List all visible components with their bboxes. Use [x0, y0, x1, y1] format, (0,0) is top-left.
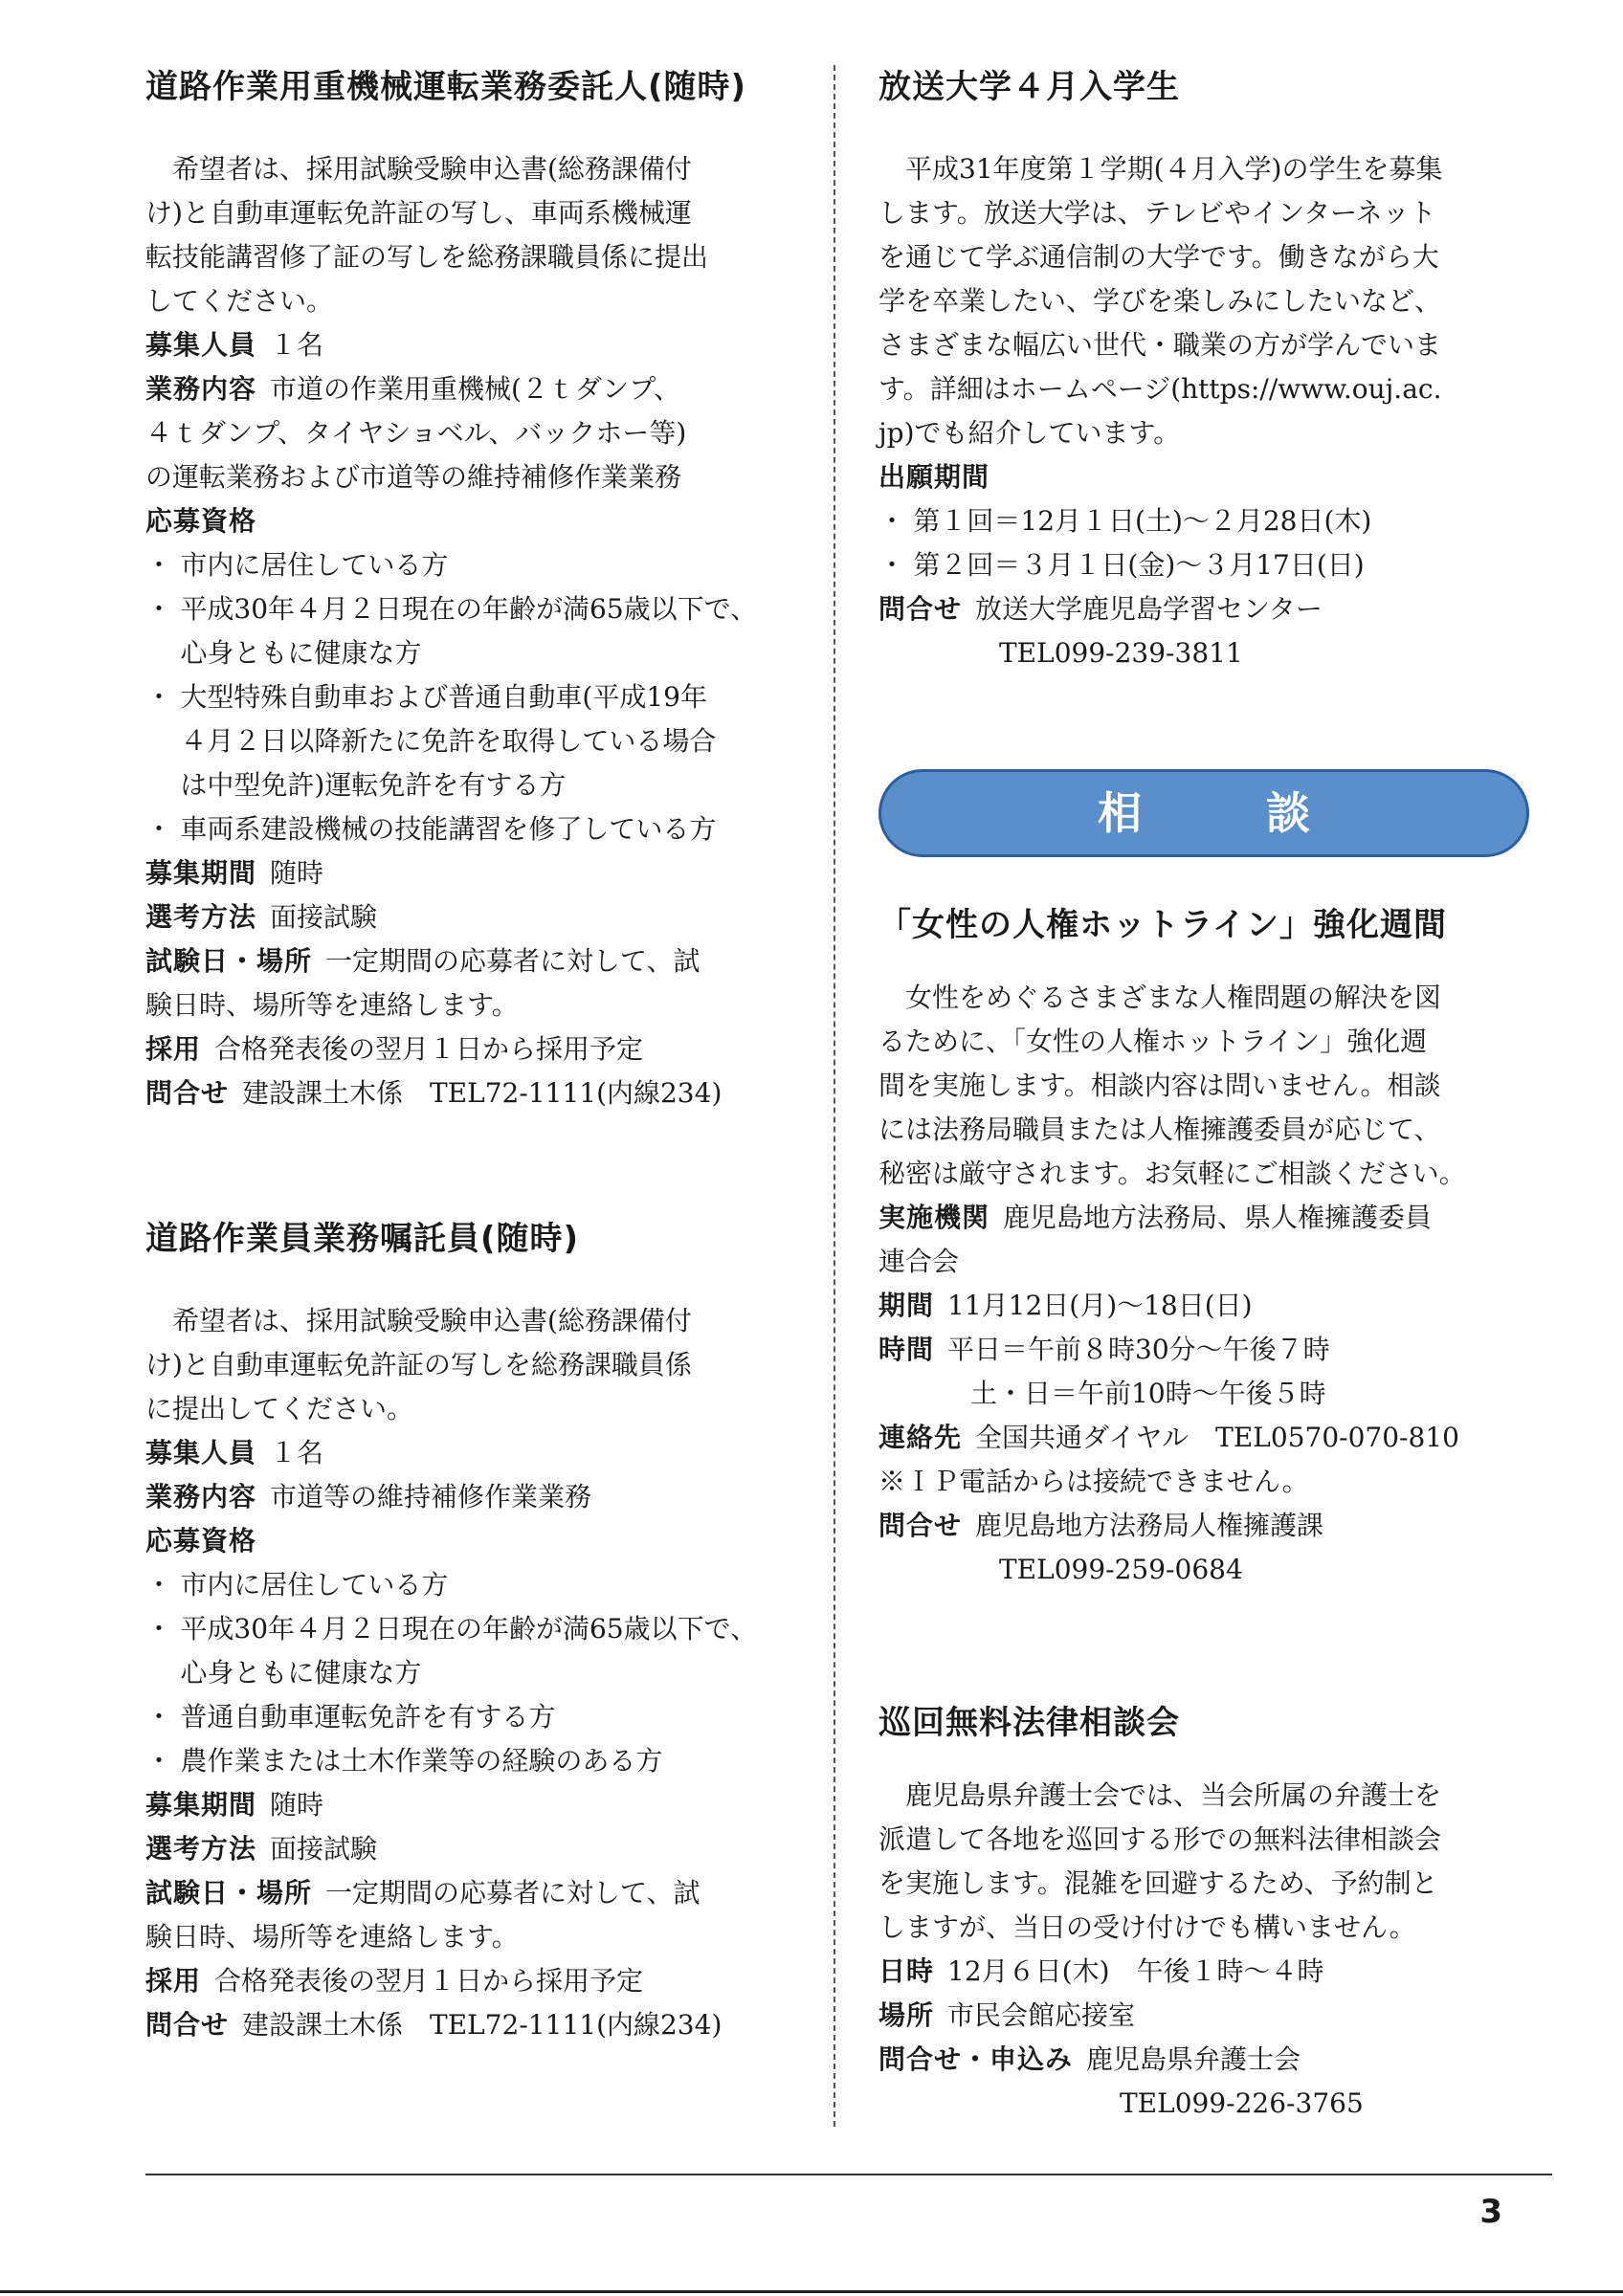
place-value: 市民会館応接室: [947, 1999, 1136, 2031]
list-item: ・ 第２回＝３月１日(金)～３月17日(日): [878, 543, 1539, 587]
contact-value: 建設課土木係 TEL72-1111(内線234): [242, 1077, 723, 1109]
reach-label: 連絡先: [878, 1422, 963, 1453]
section-title: 道路作業員業務嘱託員(随時): [145, 1220, 580, 1258]
contact-value: 建設課土木係 TEL72-1111(内線234): [242, 2009, 723, 2041]
work-label: 業務内容: [145, 1481, 257, 1512]
exam-value: 一定期間の応募者に対して、試 験日時、場所等を連絡します。: [145, 945, 700, 1021]
exam-label: 試験日・場所: [145, 1877, 313, 1909]
qualification-row: [145, 1519, 815, 1563]
method-label: 選考方法: [145, 1833, 257, 1865]
organizer-value: 鹿児島地方法務局、県人権擁護委員 連合会: [878, 1202, 1433, 1277]
time-row: [878, 1328, 1539, 1372]
contact-row: [878, 587, 1539, 631]
section-women-hotline: [878, 903, 1539, 1592]
contact-label: 問合せ: [145, 1077, 230, 1109]
ip-phone-note: ※ＩＰ電話からは接続できません。: [878, 1466, 1309, 1497]
term-value: 11月12日(月)～18日(日): [947, 1290, 1253, 1321]
time-label: 時間: [878, 1334, 935, 1365]
consultation-banner: 相談: [878, 769, 1529, 857]
hire-label: 採用: [145, 1033, 202, 1065]
method-label: 選考方法: [145, 901, 257, 933]
section-open-university: [878, 65, 1539, 675]
section-intro: 女性をめぐるさまざまな人権問題の解決を図 るために、「女性の人権ホットライン」強化週 間を実施します。相談内容は問いません。相談 には法務局職員または人権擁護委員が応じて、 秘密は厳守されます。お気軽にご相談ください。: [878, 982, 1466, 1189]
list-item: ・ 普通自動車運転免許を有する方: [145, 1695, 815, 1739]
contact-tel: TEL099-239-3811: [999, 637, 1243, 669]
contact-label: 問合せ: [878, 593, 963, 625]
period-row: [145, 851, 815, 895]
recruit-value: １名: [270, 1437, 324, 1468]
place-label: 場所: [878, 1999, 935, 2031]
section-intro: 希望者は、採用試験受験申込書(総務課備付 け)と自動車運転免許証の写しを総務課職員係 に提出してください。: [145, 1305, 692, 1424]
exam-label: 試験日・場所: [145, 945, 313, 977]
section-title: 放送大学４月入学生: [878, 68, 1180, 106]
section-road-worker: [145, 1217, 815, 2047]
contact-row: [145, 1071, 815, 1115]
work-label: 業務内容: [145, 373, 257, 405]
recruit-row: [145, 323, 815, 367]
organizer-row: [878, 1196, 1539, 1284]
date-value: 12月６日(木) 午後１時～４時: [947, 1955, 1324, 1987]
period-label: 募集期間: [145, 1789, 257, 1821]
method-row: [145, 895, 815, 939]
recruit-value: １名: [270, 329, 324, 361]
application-period-list: [878, 499, 1539, 587]
list-item: ・ 平成30年４月２日現在の年齢が満65歳以下で、 心身ともに健康な方: [145, 1607, 815, 1695]
list-item: ・ 農作業または土木作業等の経験のある方: [145, 1739, 815, 1783]
date-label: 日時: [878, 1955, 935, 1987]
work-value: 市道の作業用重機械(２ｔダンプ、 ４ｔダンプ、タイヤショベル、バックホー等) の運転業務および市道等の維持補修作業業務: [145, 373, 687, 493]
qualification-list: [145, 1563, 815, 1783]
list-item: ・ 車両系建設機械の技能講習を修了している方: [145, 807, 815, 851]
page-number: 3: [1479, 2193, 1502, 2231]
place-row: [878, 1994, 1539, 2038]
qualification-label: 応募資格: [145, 505, 257, 537]
hire-value: 合格発表後の翌月１日から採用予定: [214, 1033, 644, 1065]
exam-row: [145, 939, 815, 1027]
list-item: ・ 平成30年４月２日現在の年齢が満65歳以下で、 心身ともに健康な方: [145, 587, 815, 675]
contact-tel: TEL099-259-0684: [999, 1554, 1243, 1585]
contact-row: [878, 1504, 1539, 1548]
hire-row: [145, 1027, 815, 1071]
section-title: 「女性の人権ホットライン」強化週間: [878, 906, 1447, 944]
contact-tel: TEL099-226-3765: [1120, 2087, 1364, 2119]
date-row: [878, 1950, 1539, 1994]
section-legal-consultation: [878, 1701, 1539, 2126]
recruit-label: 募集人員: [145, 329, 257, 361]
list-item: ・ 市内に居住している方: [145, 543, 815, 587]
list-item: ・ 市内に居住している方: [145, 1563, 815, 1607]
reach-value: 全国共通ダイヤル TEL0570-070-810: [975, 1422, 1459, 1453]
period-label: 募集期間: [145, 857, 257, 889]
work-value: 市道等の維持補修作業業務: [270, 1481, 592, 1512]
section-title: 巡回無料法律相談会: [878, 1704, 1180, 1742]
list-item: ・ 大型特殊自動車および普通自動車(平成19年 ４月２日以降新たに免許を取得している場合 は中型免許)運転免許を有する方: [145, 675, 815, 807]
contact-label: 問合せ・申込み: [878, 2043, 1074, 2075]
term-row: [878, 1284, 1539, 1328]
qualification-label: 応募資格: [145, 1525, 257, 1556]
hire-label: 採用: [145, 1965, 202, 1997]
term-label: 期間: [878, 1290, 935, 1321]
time-value-weekend: 土・日＝午前10時～午後５時: [970, 1378, 1326, 1409]
organizer-label: 実施機関: [878, 1202, 990, 1233]
bottom-rule: [0, 2290, 1623, 2293]
section-intro: 鹿児島県弁護士会では、当会所属の弁護士を 派遣して各地を巡回する形での無料法律相談会 を実施します。混雑を回避するため、予約制と しますが、当日の受け付けでも構いません。: [878, 1779, 1442, 1943]
qualification-row: [145, 499, 815, 543]
method-value: 面接試験: [270, 1833, 378, 1865]
contact-label: 問合せ: [878, 1510, 963, 1541]
hire-row: [145, 1959, 815, 2003]
exam-row: [145, 1871, 815, 1959]
recruit-row: [145, 1431, 815, 1475]
application-period-label: 出願期間: [878, 461, 990, 493]
contact-value: 放送大学鹿児島学習センター: [975, 593, 1323, 625]
recruit-label: 募集人員: [145, 1437, 257, 1468]
reach-row: [878, 1416, 1539, 1460]
time-value-weekday: 平日＝午前８時30分～午後７時: [947, 1334, 1330, 1365]
column-divider: [834, 65, 835, 2127]
period-row: [145, 1783, 815, 1827]
method-row: [145, 1827, 815, 1871]
method-value: 面接試験: [270, 901, 378, 933]
section-road-machine-operator: [145, 65, 815, 1115]
qualification-list: [145, 543, 815, 851]
section-title: 道路作業用重機械運転業務委託人(随時): [145, 68, 747, 106]
exam-value: 一定期間の応募者に対して、試 験日時、場所等を連絡します。: [145, 1877, 700, 1953]
period-value: 随時: [270, 857, 324, 889]
application-period-row: [878, 455, 1539, 499]
section-intro: 希望者は、採用試験受験申込書(総務課備付 け)と自動車運転免許証の写し、車両系機械運 転技能講習修了証の写しを総務課職員係に提出 してください。: [145, 153, 709, 317]
work-row: [145, 367, 815, 499]
contact-value: 鹿児島地方法務局人権擁護課: [975, 1510, 1324, 1541]
list-item: ・ 第１回＝12月１日(土)～２月28日(木): [878, 499, 1539, 543]
contact-row: [145, 2003, 815, 2047]
section-intro: 平成31年度第１学期(４月入学)の学生を募集 します。放送大学は、テレビやインターネット を通じて学ぶ通信制の大学です。働きながら大 学を卒業したい、学びを楽しみにしたいなど、 さまざまな幅広い世代・職業の方が学んでいま す。詳細はホームページ(https://www.ouj.ac. jp)でも紹介しています。: [878, 153, 1443, 449]
footer-rule: [145, 2174, 1552, 2175]
contact-label: 問合せ: [145, 2009, 230, 2041]
contact-value: 鹿児島県弁護士会: [1086, 2043, 1301, 2075]
hire-value: 合格発表後の翌月１日から採用予定: [214, 1965, 644, 1997]
period-value: 随時: [270, 1789, 324, 1821]
work-row: [145, 1475, 815, 1519]
contact-row: [878, 2038, 1539, 2082]
